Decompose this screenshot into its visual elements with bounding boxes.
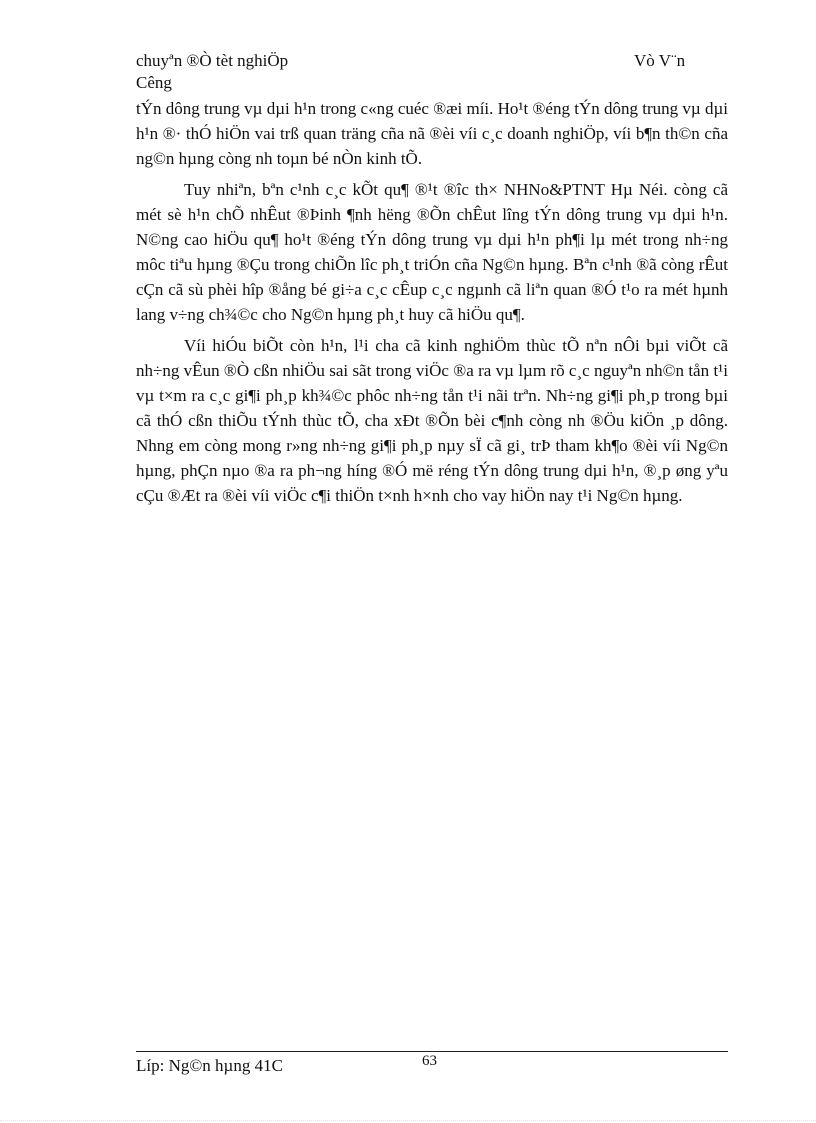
page-number: 63 — [422, 1053, 437, 1069]
paragraph-2: Tuy nhiªn, bªn c¹nh c¸c kÕt qu¶ ®¹t ®îc th× NHNo&PTNT Hµ Néi. còng cã mét sè h¹n chÕ nhÊut ®Þinh ¶nh hëng ®Õn chÊut lîng tÝn dông trung vµ dµi h¹n. N©ng cao hiÖu qu¶ ho¹t ®éng tÝn dông trung vµ dµi h¹n ph¶i lµ mét trong nh÷ng môc tiªu hµng ®Çu trong chiÕn lîc ph¸t triÓn cña Ng©n hµng. Bªn c¹nh ®ã còng rÊut cÇn cã sù phèi hîp ®ång bé gi÷a c¸c cÊup c¸c ngµnh cã liªn quan ®Ó t¹o ra mét hµnh lang v÷ng ch¾©c cho Ng©n hµng ph¸t huy cã hiÖu qu¶. — [136, 180, 728, 324]
page-bottom-edge — [0, 1120, 816, 1121]
header-author-continued: Cêng — [136, 73, 172, 92]
header-author: Vò V¨n — [634, 51, 686, 70]
paragraph-1: tÝn dông trung vµ dµi h¹n trong c«ng cuéc ®æi míi. Ho¹t ®éng tÝn dông trung vµ dµi h¹n ®· thÓ hiÖn vai trß quan träng cña nã ®èi víi c¸c doanh nghiÖp, víi b¶n th©n cña ng©n hµng còng nh toµn bé nÒn kinh tÕ. — [136, 99, 728, 168]
header-title: chuyªn ®Ò tèt nghiÖp — [136, 51, 289, 70]
footer-class-label: Líp: Ng©n hµng 41C — [136, 1056, 283, 1075]
paragraph-3: Víi hiÓu biÕt còn h¹n, l¹i cha cã kinh nghiÖm thùc tÕ nªn nÔi bµi viÕt cã nh÷ng vÊun ®Ò cßn nhiÖu sai sãt trong viÖc ®a ra vµ lµm rõ c¸c nguyªn nh©n tån t¹i vµ t×m ra c¸c gi¶i ph¸p kh¾©c phôc nh÷ng tån t¹i nãi trªn. Nh÷ng gi¶i ph¸p trong bµi cã thÓ cßn thiÕu tÝnh thùc tÕ, cha xÐt ®Õn bèi c¶nh còng nh ®Öu kiÖn ¸p dông. Nhng em còng mong r»ng nh÷ng gi¶i ph¸p nµy sÏ cã gi¸ trÞ tham kh¶o ®èi víi Ng©n hµng, phÇn nµo ®a ra ph¬ng híng ®Ó më réng tÝn dông trung dµi h¹n, ®¸p øng yªu cÇu ®Æt ra ®èi víi viÖc c¶i thiÖn t×nh h×nh cho vay hiÖn nay t¹i Ng©n hµng. — [136, 336, 728, 505]
document-body — [136, 96, 728, 514]
